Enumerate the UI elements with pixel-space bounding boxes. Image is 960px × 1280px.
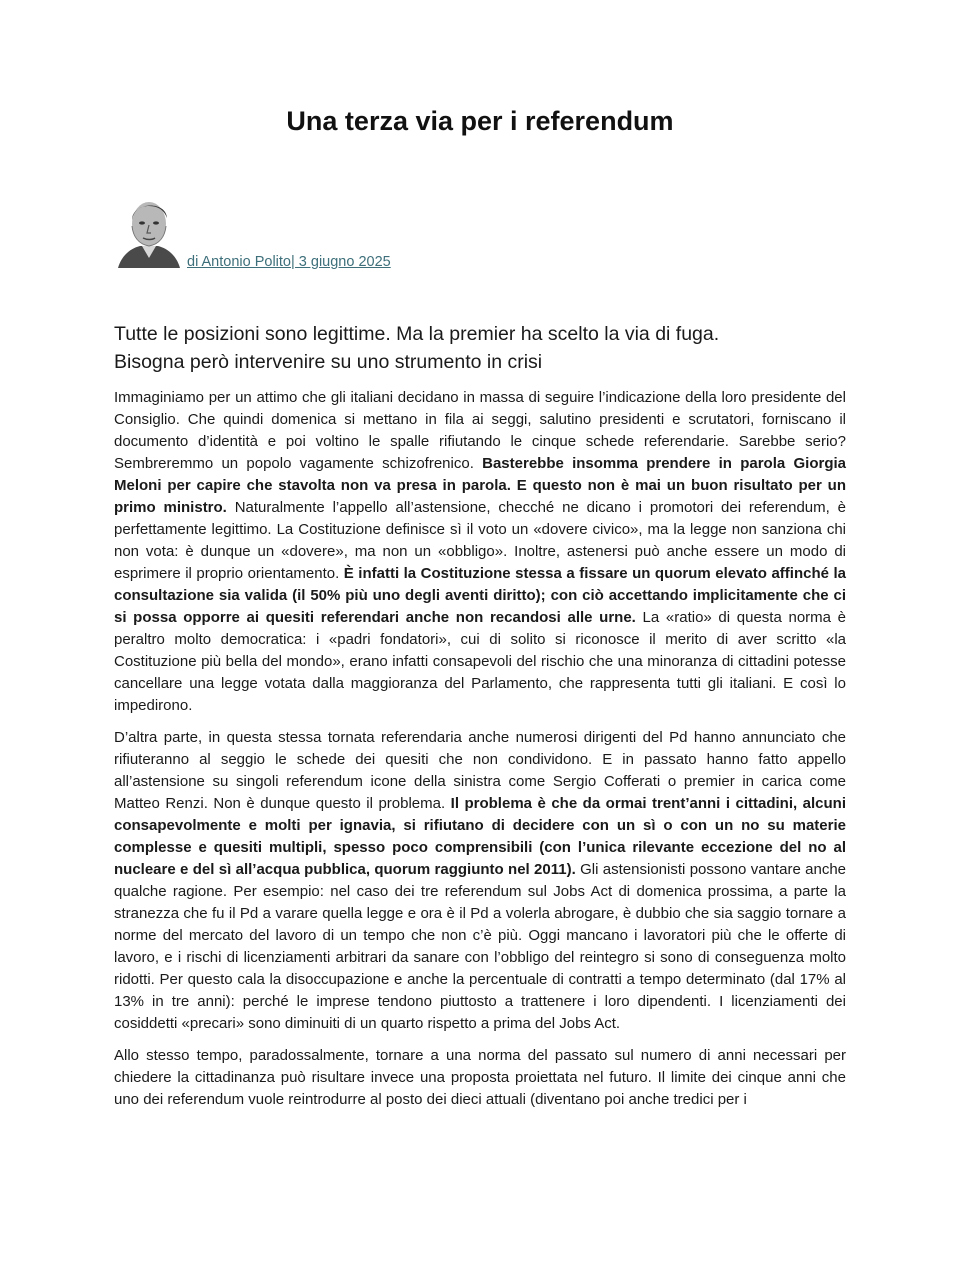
author-portrait xyxy=(114,192,184,268)
paragraph-1 xyxy=(114,387,846,717)
p1-text-a: Immaginiamo per un attimo che gli italiani decidano in massa di seguire l’indicazione della loro presidente del Consiglio. Che quindi domenica si mettano in fila ai seggi, salutino presidenti e scrutatori, forniscano il documento d’identità e poi voltino le spalle rifiutando le cinque schede referendarie. Sarebbe serio? Sembreremmo un popolo vagamente schizofrenico. xyxy=(114,389,846,472)
byline xyxy=(114,192,514,272)
article-title: Una terza via per i referendum xyxy=(286,106,674,136)
p1-bold-b: Basterebbe insomma prendere in parola Giorgia Meloni per capire che stavolta non va presa in parola. E questo non è mai un buon risultato per un primo ministro. xyxy=(114,455,846,516)
p2-text-a: D’altra parte, in questa stessa tornata referendaria anche numerosi dirigenti del Pd hanno annunciato che rifiuteranno al seggio le schede dei quesiti che non condividono. E in passato hanno fatto appello all’astensione su singoli referendum icone della sinistra come Sergio Cofferati o premier in carica come Matteo Renzi. xyxy=(114,729,846,812)
paragraph-3 xyxy=(114,1045,846,1111)
p1-bold-d: È infatti la Costituzione stessa a fissare un quorum elevato affinché la consultazione sia valida (il 50% più uno degli aventi diritto); con ciò accettando implicitamente che ci si possa opporre ai quesiti referendari anche non recandosi alle urne. xyxy=(114,565,846,626)
paragraph-2 xyxy=(114,727,846,1035)
subtitle-line-2: Bisogna però intervenire su uno strumento in crisi xyxy=(114,351,543,373)
p1-text-c: Naturalmente l’appello all’astensione, checché ne dicano i promotori dei referendum, è perfettamente legittimo. La Costituzione definisce sì il voto un «dovere civico», ma la legge non sanziona chi non vota: è dunque un «dovere», ma non un «obbligo». Inoltre, astenersi può anche essere un modo di esprimere il proprio orientamento. xyxy=(114,499,846,582)
p2-text-b: Non è dunque questo il problema. xyxy=(213,795,451,812)
p1-text-e: La «ratio» di questa norma è peraltro molto democratica: i «padri fondatori», cui di solito si riconosce il merito di aver scritto «la Costituzione più bella del mondo», erano infatti consapevoli del rischio che una minoranza di cittadini potesse cancellare una legge votata dalla maggioranza del Parlamento, che rappresenta tutti gli italiani. E così lo impedirono. xyxy=(114,609,847,714)
article-body xyxy=(114,387,846,1121)
author-date-link[interactable]: di Antonio Polito| 3 giugno 2025 xyxy=(187,254,391,270)
subtitle-line-1: Tutte le posizioni sono legittime. Ma la premier ha scelto la via di fuga. xyxy=(114,323,720,345)
p2-bold-c: Il problema è che da ormai trent’anni i cittadini, alcuni consapevolmente e molti per ignavia, si rifiutano di decidere con un sì o con un no su materie complesse e quesiti multipli, spesso poco comprensibili (con l’unica rilevante eccezione del no al nucleare e del sì all’acqua pubblica, quorum raggiunto nel 2011). xyxy=(114,795,847,878)
p2-text-d: Gli astensionisti possono vantare anche qualche ragione. Per esempio: nel caso dei tre referendum sul Jobs Act di domenica prossima, a parte la stranezza che fu il Pd a varare quella legge e ora è il Pd a volerla abrogare, è dubbio che sia saggio tornare a norme del mercato del lavoro di un tempo che non c’è più. Oggi mancano i lavoratori più che le offerte di lavoro, e i rischi di licenziamenti arbitrari da sanare con l’obbligo del reintegro si sono di conseguenza molto ridotti. Per questo cala la disoccupazione e anche la percentuale di contratti a tempo determinato (dal 17% al 13% in tre anni): perché le imprese tendono piuttosto a trattenere i loro dipendenti. I licenziamenti dei cosiddetti «precari» sono diminuiti di un quarto rispetto a prima del Jobs Act. xyxy=(114,861,847,1032)
article-subtitle xyxy=(114,320,854,376)
p3-text-a: Allo stesso tempo, paradossalmente, tornare a una norma del passato sul numero di anni necessari per chiedere la cittadinanza può risultare invece una proposta proiettata nel futuro. Il limite dei cinque anni che uno dei referendum vuole reintrodurre al posto dei dieci attuali (diventano poi anche tredici per i xyxy=(114,1047,846,1108)
